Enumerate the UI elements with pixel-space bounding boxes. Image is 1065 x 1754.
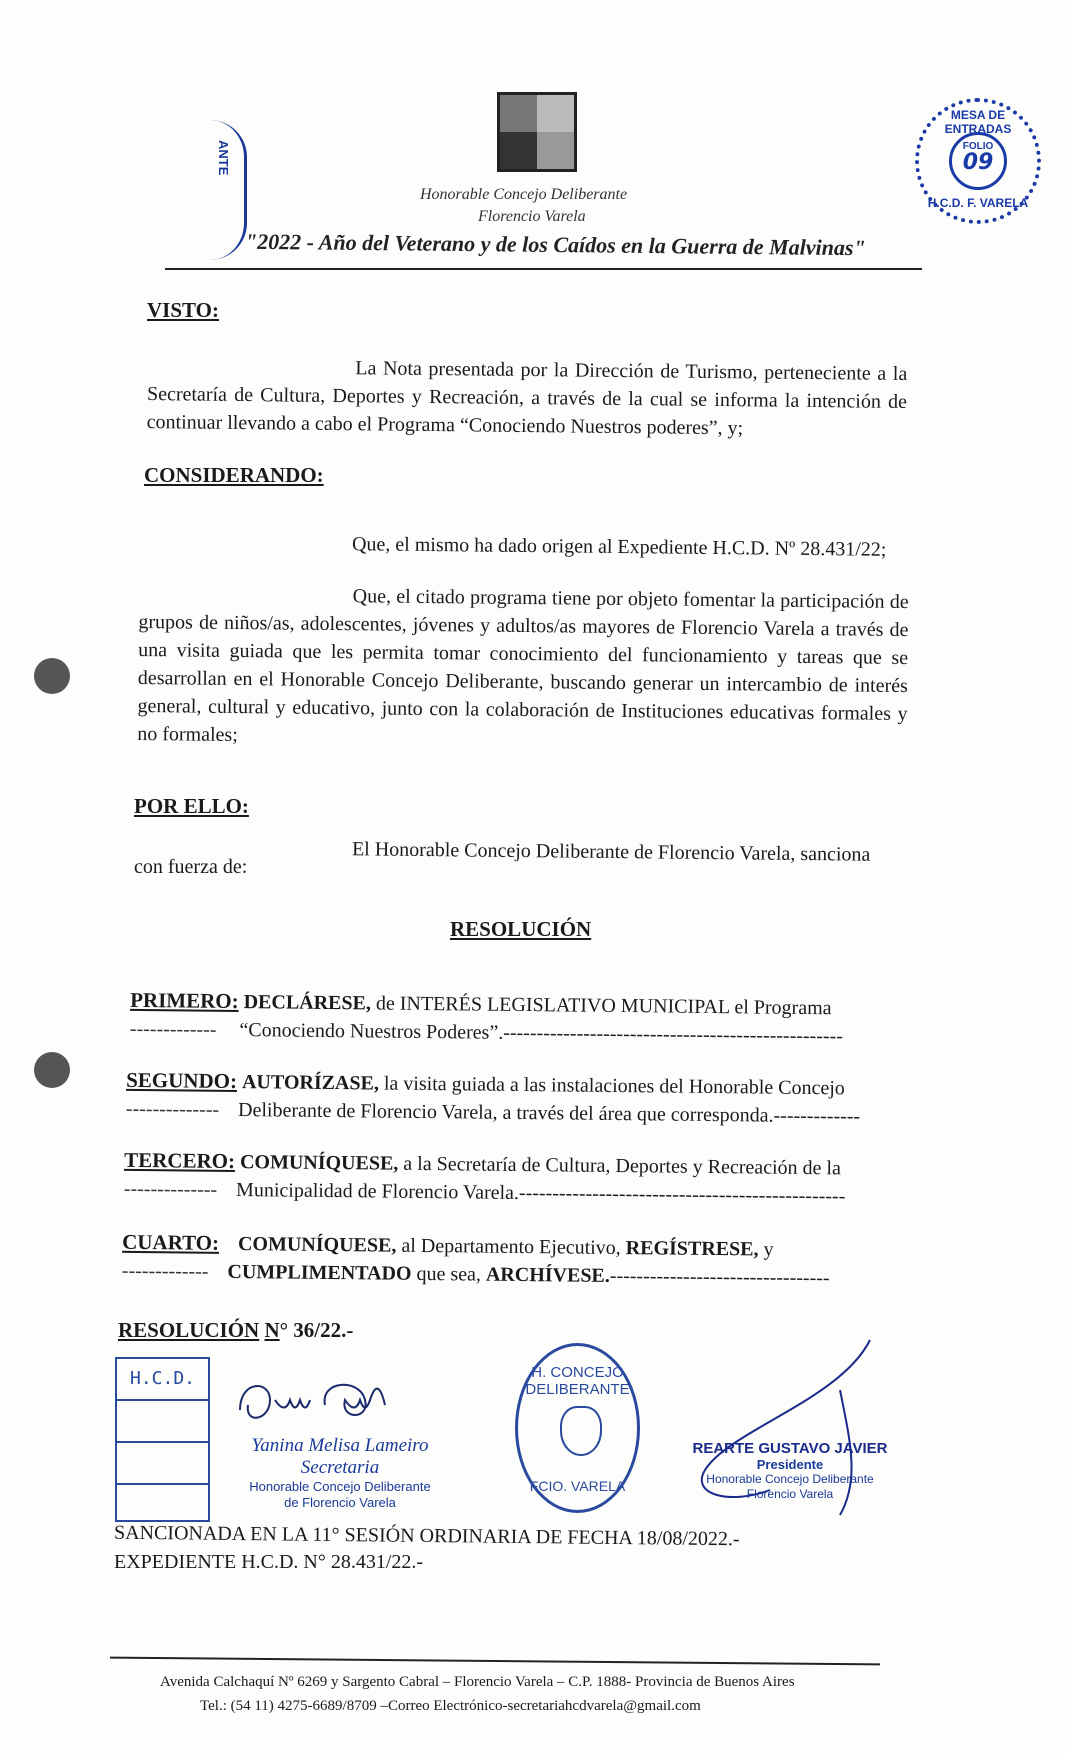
header-institution: Honorable Concejo Deliberante [420, 186, 628, 203]
footer-address: Avenida Calchaquí Nº 6269 y Sargento Cabral – Florencio Varela – C.P. 1888- Provincia de Buenos Aires [160, 1674, 795, 1690]
secretary-name: Yanina Melisa Lameiro [251, 1435, 429, 1456]
expediente-text: EXPEDIENTE H.C.D. N° 28.431/22.- [114, 1551, 424, 1573]
president-name: REARTE GUSTAVO JAVIER [692, 1440, 888, 1457]
mesa-entradas-stamp [915, 98, 1041, 224]
header-divider [165, 268, 922, 270]
por-ello-heading: POR ELLO: [134, 794, 249, 818]
segundo-dashes: -------------- [125, 1097, 220, 1121]
hcd-register-box [115, 1357, 210, 1522]
stamp-bottom-text: H.C.D. F. VARELA [927, 196, 1029, 210]
president-org-line1: Honorable Concejo Deliberante [706, 1472, 874, 1486]
segundo-label: SEGUNDO: [126, 1067, 238, 1094]
seal-bottom-text: FCIO. VARELA [529, 1478, 626, 1494]
tercero-label: TERCERO: [124, 1147, 236, 1174]
resolucion-number-n: N [264, 1318, 280, 1342]
con-fuerza-text: con fuerza de: [134, 856, 248, 878]
stamp-top-text: MESA DE ENTRADAS [944, 108, 1012, 136]
considerando-p1: Que, el mismo ha dado origen al Expediente H.C.D. Nº 28.431/22; [351, 533, 887, 561]
official-seal [515, 1343, 640, 1513]
seal-top-text: H. CONCEJO DELIBERANTE [525, 1364, 630, 1398]
tercero-text1: a la Secretaría de Cultura, Deportes y Recreación de la [398, 1152, 842, 1180]
punch-hole [34, 658, 70, 694]
article-cuarto [122, 1228, 923, 1293]
considerando-p2: Que, el citado programa tiene por objeto fomentar la participación de grupos de niños/as, adolescentes, jóvenes y adultos/as mayores de Florencio Varela a través de una visita guiada que les permita tomar conocimiento del funcionamiento y tareas que se desarrollan en el Honorable Concejo Deliberante, buscando generar un intercambio de interés general, cultural y educativo, junto con la colaboración de Instituciones educativas formales y no formales; [137, 585, 909, 747]
resolucion-number-label: RESOLUCIÓN [118, 1318, 260, 1342]
secretary-org-line2: de Florencio Varela [284, 1495, 396, 1510]
cuarto-bold4: ARCHÍVESE. [485, 1263, 610, 1287]
cuarto-bold3: CUMPLIMENTADO [227, 1260, 412, 1285]
tercero-bold: COMUNÍQUESE, [239, 1151, 399, 1175]
visto-text: La Nota presentada por la Dirección de Turismo, perteneciente a la Secretaría de Cultura, Deportes y Recreación, a través de la cual se informa la intención de continuar llevando a cabo el Programa “Conociendo Nuestros poderes”, y; [146, 357, 908, 440]
president-signature-block [690, 1440, 890, 1502]
primero-text1: de INTERÉS LEGISLATIVO MUNICIPAL el Programa [370, 992, 832, 1020]
header-city: Florencio Varela [478, 208, 586, 225]
primero-label: PRIMERO: [130, 987, 239, 1014]
resolucion-number-value: ° 36/22.- [279, 1318, 354, 1342]
cuarto-bold1: COMUNÍQUESE, [237, 1233, 397, 1257]
cuarto-text2: que sea, [411, 1262, 487, 1286]
tercero-dashes: -------------- [123, 1177, 218, 1201]
secretary-role: Secretaria [300, 1457, 380, 1478]
footer-contact: Tel.: (54 11) 4275-6689/8709 –Correo Electrónico-secretariahcdvarela@gmail.com [200, 1698, 701, 1714]
header-motto: "2022 - Año del Veterano y de los Caídos en la Guerra de Malvinas" [244, 228, 866, 261]
hcd-box-label: H.C.D. [117, 1359, 208, 1401]
visto-heading: VISTO: [147, 298, 219, 322]
primero-bold: DECLÁRESE, [243, 991, 372, 1015]
considerando-heading: CONSIDERANDO: [144, 463, 324, 487]
side-stamp-text: ANTE [216, 140, 231, 176]
resolucion-title: RESOLUCIÓN [450, 917, 592, 941]
tercero-text2: Municipalidad de Florencio Varela.------------------------------------------------- [235, 1179, 846, 1208]
article-segundo [126, 1066, 917, 1131]
resolucion-number [118, 1316, 353, 1344]
primero-dashes: ------------- [129, 1017, 217, 1041]
folio-number: 09 [962, 150, 994, 175]
article-primero [130, 986, 911, 1051]
president-org-line2: Florencio Varela [746, 1487, 834, 1501]
side-stamp [210, 120, 247, 260]
cuarto-text1: al Departamento Ejecutivo, [396, 1234, 626, 1260]
primero-text2: “Conociendo Nuestros Poderes”.--------------------------------------------------- [239, 1019, 844, 1048]
cuarto-dashes: ------------- [121, 1259, 209, 1283]
cuarto-text1b: y [758, 1238, 774, 1261]
sancionada-text: SANCIONADA EN LA 11° SESIÓN ORDINARIA DE FECHA 18/08/2022.- [113, 1521, 740, 1551]
por-ello-text: El Honorable Concejo Deliberante de Florencio Varela, sanciona [351, 838, 871, 866]
footer-divider [110, 1657, 880, 1666]
secretary-org-line1: Honorable Concejo Deliberante [249, 1479, 431, 1494]
punch-hole [34, 1052, 70, 1088]
segundo-bold: AUTORÍZASE, [241, 1071, 380, 1095]
folio-circle [949, 132, 1007, 190]
coat-of-arms-icon [560, 1406, 602, 1456]
cuarto-text3: --------------------------------- [609, 1264, 830, 1290]
segundo-text2: Deliberante de Florencio Varela, a través del área que corresponda.------------- [237, 1099, 861, 1128]
municipal-emblem [497, 92, 577, 172]
article-tercero [124, 1146, 915, 1211]
president-role: Presidente [756, 1457, 824, 1472]
secretary-signature-block [230, 1370, 450, 1511]
cuarto-bold2: REGÍSTRESE, [625, 1237, 759, 1261]
folio-label: FOLIO [962, 141, 994, 152]
secretary-signature-scribble [230, 1370, 450, 1430]
cuarto-label: CUARTO: [122, 1229, 220, 1255]
segundo-text1: la visita guiada a las instalaciones del Honorable Concejo [378, 1072, 845, 1100]
